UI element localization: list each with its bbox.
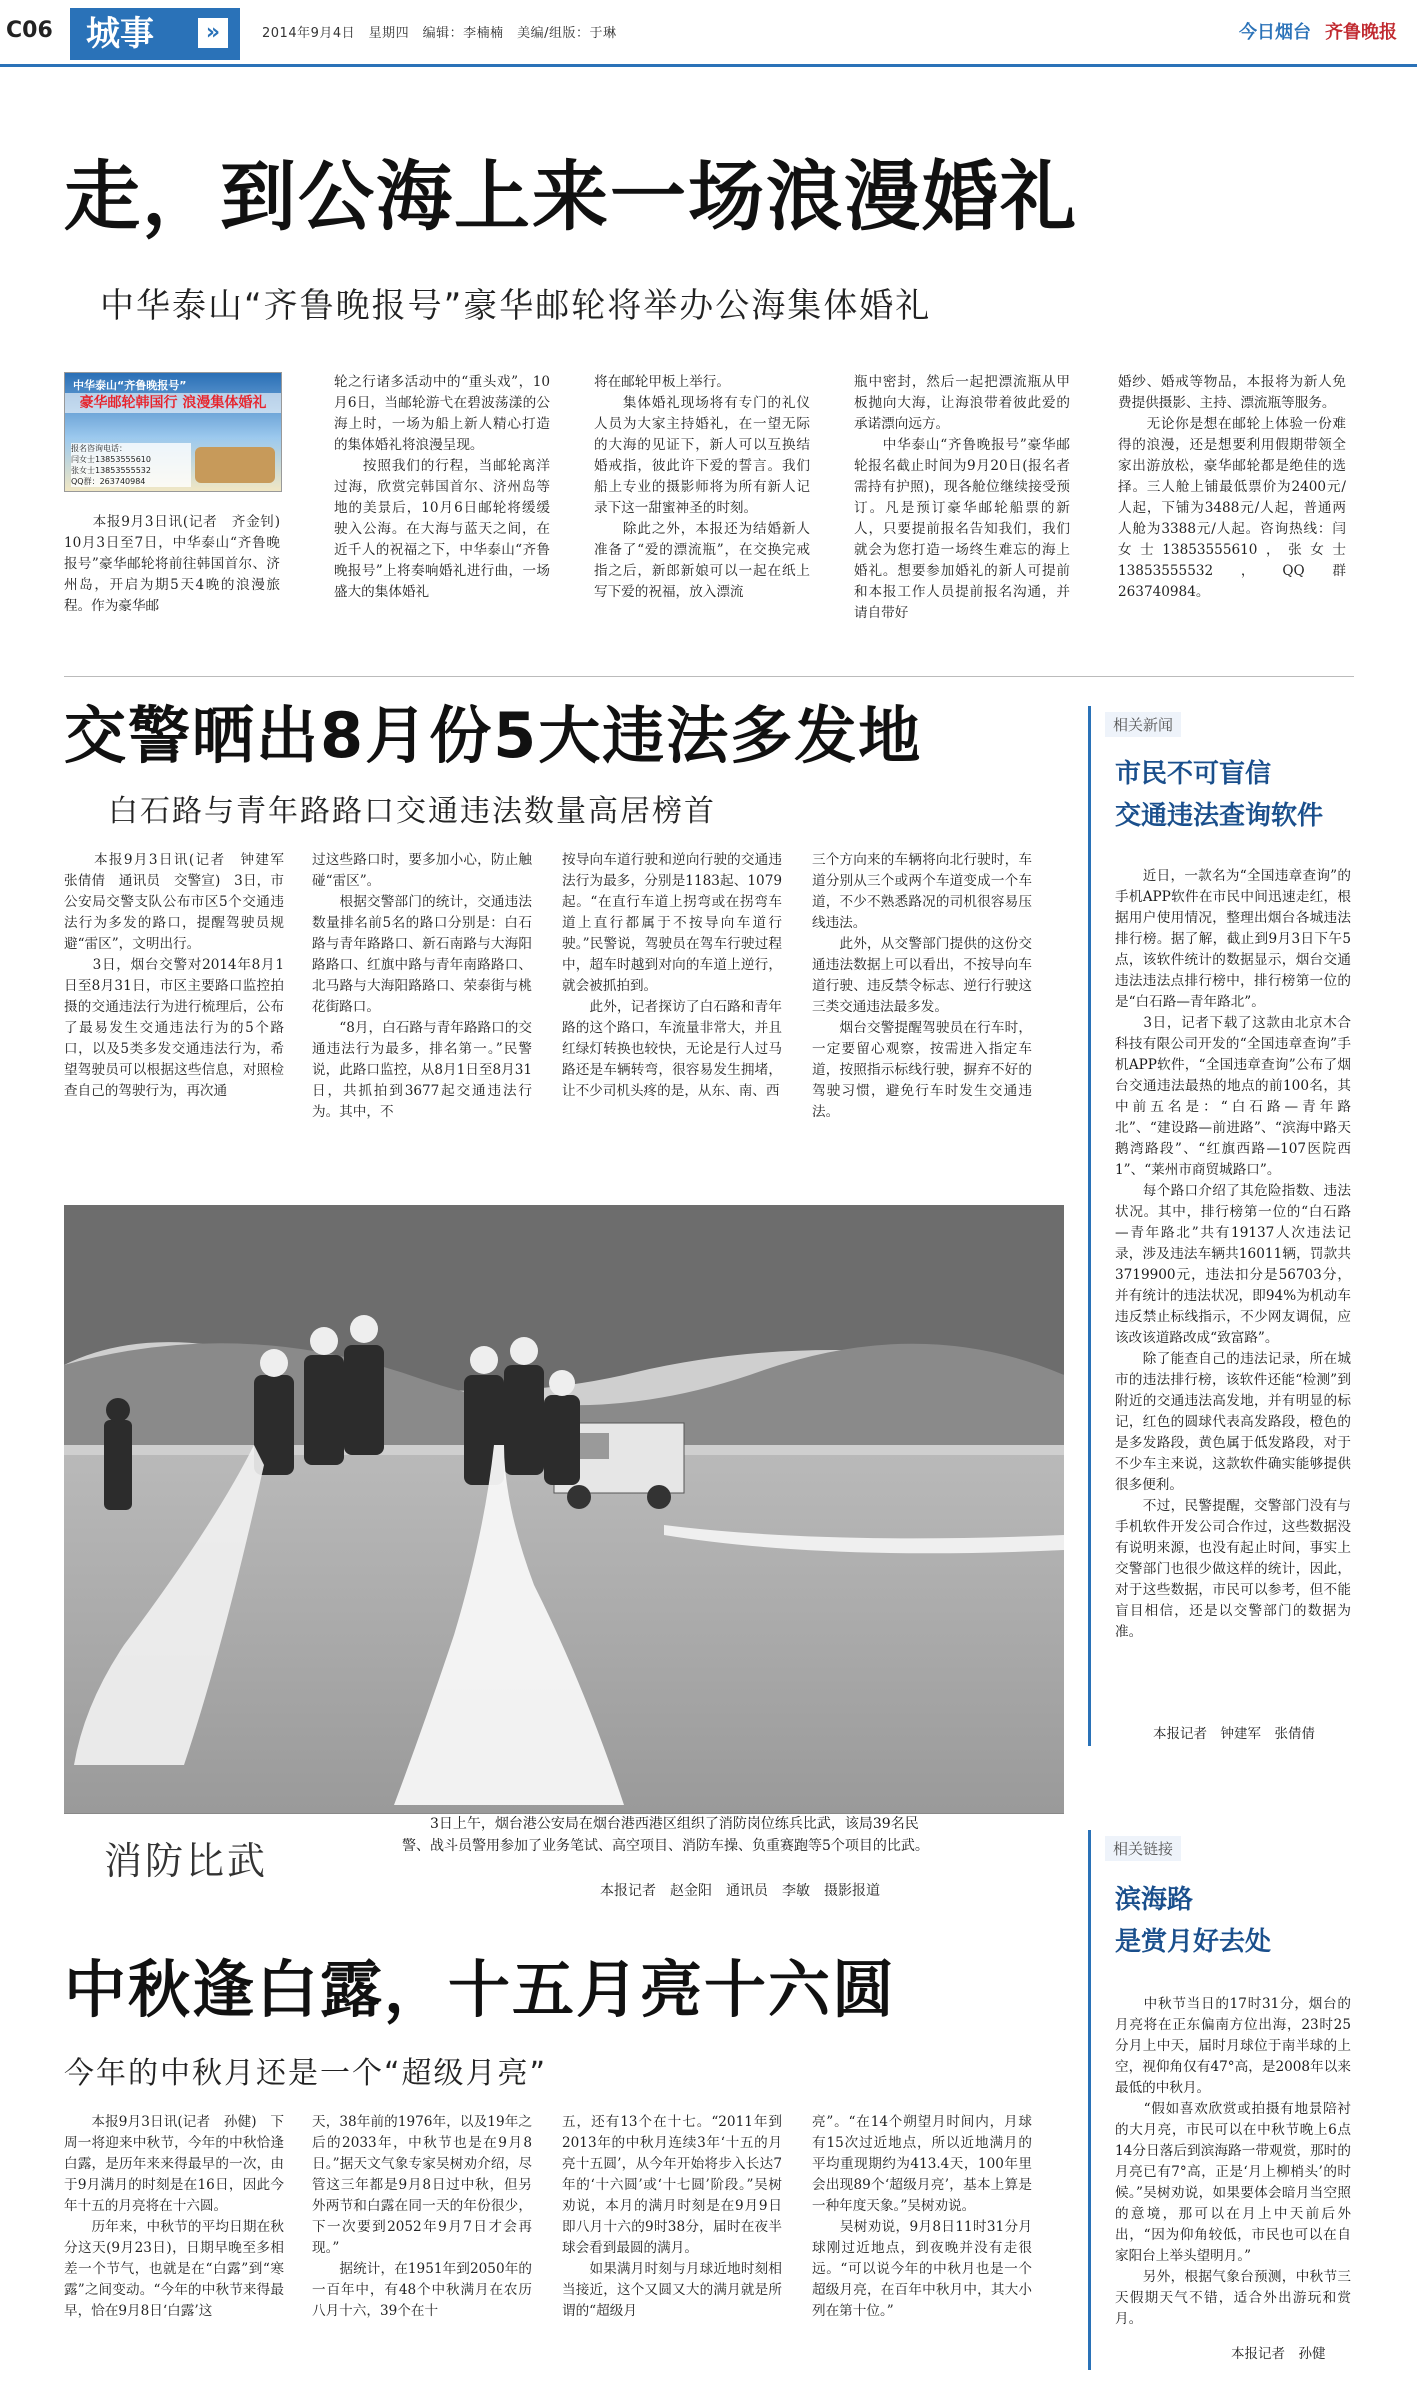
story2-col3: 按导向车道行驶和逆向行驶的交通违法行为最多，分别是1183起、1079起。“在直行车道上拐弯或在拐弯车道上直行都属于不按导向车道行驶。”民警说，驾驶员在驾车行驶过程中，超车时越到对向的车道上逆行，就会被抓拍到。 此外，记者探访了白石路和青年路的这个路口，车流量非常大，并且红绿灯转换也较快，无论是行人过马路还是车辆转弯，很容易发生拥堵，让不少司机头疼的是，从东、南、西: [562, 852, 782, 1099]
related-link-author: 本报记者 孙健: [1231, 2346, 1326, 2362]
ad-title: 中华泰山“齐鲁晚报号”: [73, 379, 187, 392]
story2-col2: 过这些路口时，要多加小心，防止触碰“雷区”。 根据交警部门的统计，交通违法数量排名前5名的路口分别是：白石路与青年路路口、新石南路与大海阳路路口、红旗中路与青年南路路口、北马路与大海阳路路口、荣泰街与桃花街路口。 “8月，白石路与青年路路口的交通违法行为最多，排名第一。”民警说，此路口监控，从8月1日至8月31日，共抓拍到3677起交通违法行为。其中，不: [312, 852, 532, 1120]
city-label: 今日烟台: [1239, 22, 1311, 43]
cruise-ad: [64, 372, 282, 492]
related-link-box: [1088, 1830, 1361, 2370]
story3-col1: 本报9月3日讯(记者 孙健) 下周一将迎来中秋节，今年的中秋恰逢白露，是历年来来得最早的一次，由于9月满月的时刻是在16日，因此今年十五的月亮将在十六圆。 历年来，中秋节的平均日期在秋分这天(9月23日)，日期早晚至多相差一个节气，也就是在“白露”到“寒露”之间变动。“今年的中秋节来得最早，恰在9月8日‘白露’这: [64, 2114, 284, 2319]
story2-col1: 本报9月3日讯(记者 钟建军 张倩倩 通讯员 交警宣) 3日，市公安局交警支队公布市区5个交通违法行为多发的路口，提醒驾驶员规避“雷区”，文明出行。 3日，烟台交警对2014年8月1日至8月31日，市区主要路口监控拍摄的交通违法行为进行梳理后，公布了最易发生交通违法行为的5个路口，以及5类多发交通违法行为，希望驾驶员可以根据这些信息，对照检查自己的驾驶行为，再次通: [64, 852, 284, 1099]
firefighting-photo: [64, 1205, 1064, 1813]
story1-subhead: 中华泰山“齐鲁晚报号”豪华邮轮将举办公海集体婚礼: [100, 286, 932, 326]
related-news-author: 本报记者 钟建军 张倩倩: [1153, 1726, 1315, 1742]
ad-contact: 报名咨询电话： 闫女士13853555610 张女士13853555532 QQ群：263740984: [71, 443, 191, 487]
related-news-box: [1088, 706, 1361, 1746]
related-link-title-line1: 滨海路: [1115, 1885, 1194, 1915]
story1-col2: 轮之行诸多活动中的“重头戏”，10月6日，当邮轮游弋在碧波荡漾的公海上时，一场为船上新人精心打造的集体婚礼将浪漫呈现。 按照我们的行程，当邮轮离洋过海，欣赏完韩国首尔、济州岛等地的美景后，10月6日邮轮将缓缓驶入公海。在大海与蓝天之间，在近千人的祝福之下，中华泰山“齐鲁晚报号”上将奏响婚礼进行曲，一场盛大的集体婚礼: [334, 374, 550, 600]
story2-subhead: 白石路与青年路路口交通违法数量高居榜首: [108, 794, 716, 829]
story1-col1: 本报9月3日讯(记者 齐金钊) 10月3日至7日，中华泰山“齐鲁晚报号”豪华邮轮将前往韩国首尔、济州岛，开启为期5天4晚的浪漫旅程。作为豪华邮: [64, 514, 294, 614]
story1-col5: 婚纱、婚戒等物品，本报将为新人免费提供摄影、主持、漂流瓶等服务。 无论你是想在邮轮上体验一份难得的浪漫，还是想要利用假期带领全家出游放松，豪华邮轮都是绝佳的选择。三人舱上铺最低票价为2400元/人起，下铺为3488元/人起，普通两人舱为3388元/人起。咨询热线：闫女士13853555610，张女士13853555532，QQ群263740984。: [1118, 374, 1346, 600]
story3-col2: 天，38年前的1976年，以及19年之后的2033年，中秋节也是在9月8日。”据天文气象专家吴树劝介绍，尽管这三年都是9月8日过中秋，但另外两节和白露在同一天的年份很少，下一次要到2052年9月7日才会再现。” 据统计，在1951年到2050年的一百年中，有48个中秋满月在农历八月十六，39个在十: [312, 2114, 532, 2319]
photo-caption: 3日上午，烟台港公安局在烟台港西港区组织了消防岗位练兵比武，该局39名民警、战斗员警用参加了业务笔试、高空项目、消防车操、负重赛跑等5个项目的比武。: [402, 1816, 929, 1854]
story3-subhead: 今年的中秋月还是一个“超级月亮”: [64, 2056, 548, 2091]
story3-headline: 中秋逢白露，十五月亮十六圆: [64, 1953, 897, 2026]
ad-banner: 豪华邮轮韩国行 浪漫集体婚礼: [65, 393, 281, 413]
photo-label: 消防比武: [104, 1839, 269, 1883]
related-news-title-line2: 交通违法查询软件: [1115, 801, 1324, 831]
story3-col3: 五，还有13个在十七。“2011年到2013年的中秋月连续3年‘十五的月亮十五圆’，从今年开始将步入长达7年的‘十六圆’或‘十七圆’阶段。”吴树劝说，本月的满月时刻是在9月9日即八月十六的9时38分，届时在夜半球会看到最圆的满月。 如果满月时刻与月球近地时刻相当接近，这个又圆又大的满月就是所谓的“超级月: [562, 2114, 782, 2319]
related-news-title-line1: 市民不可盲信: [1115, 759, 1272, 789]
related-link-title-line2: 是赏月好去处: [1115, 1927, 1272, 1957]
story1-headline: 走，到公海上来一场浪漫婚礼: [64, 152, 1078, 241]
paper-logo: 齐鲁晚报: [1325, 22, 1397, 43]
section-divider: [64, 676, 1354, 677]
double-chevron-icon: »: [198, 18, 228, 48]
story3-col4: 亮”。“在14个朔望月时间内，月球有15次过近地点，所以近地满月的平均重现期约为413.4天，100年里会出现89个‘超级月亮’，基本上算是一种年度天象。”吴树劝说。 吴树劝说，9月8日11时31分月球刚过近地点，到夜晚并没有走很远。“可以说今年的中秋月也是一个超级月亮，在百年中秋月中，其大小列在第十位。”: [812, 2114, 1032, 2319]
photo-credit: 本报记者 赵金阳 通讯员 李敏 摄影报道: [600, 1883, 880, 1899]
related-news-tag: 相关新闻: [1105, 712, 1181, 737]
related-link-body: 中秋节当日的17时31分，烟台的月亮将在正东偏南方位出海，23时25分月上中天，届时月球位于南半球的上空，视仰角仅有47°高，是2008年以来最低的中秋月。 “假如喜欢欣赏或拍摄有地景陪衬的大月亮，市民可以在中秋节晚上6点14分日落后到滨海路一带观赏，那时的月亮已有7°高，正是‘月上柳梢头’的时候。”吴树劝说，如果要体会暗月当空照的意境，那可以在月上中天前后外出，“因为仰角较低，市民也可以在自家阳台上举头望明月。” 另外，根据气象台预测，中秋节三天假期天气不错，适合外出游玩和赏月。: [1115, 1996, 1351, 2327]
firefighting-scene-image: [64, 1205, 1064, 1813]
related-news-body: 近日，一款名为“全国违章查询”的手机APP软件在市民中间迅速走红，根据用户使用情况，整理出烟台各城违法排行榜。据了解，截止到9月3日下午5点，该软件统计的数据显示，烟台交通违法违法点排行榜中，排行榜第一位的是“白石路—青年路北”。 3日，记者下载了这款由北京木合科技有限公司开发的“全国违章查询”手机APP软件，“全国违章查询”公布了烟台交通违法最热的地点的前100名，其中前五名是：“白石路—青年路北”、“建设路—前进路”、“滨海中路天鹅湾路段”、“红旗西路—107医院西1”、“莱州市商贸城路口”。 每个路口介绍了其危险指数、违法状况。其中，排行榜第一位的“白石路—青年路北”共有19137人次违法记录，涉及违法车辆共16011辆，罚款共3719900元，违法扣分是56703分，并有统计的违法状况，即94%为机动车违反禁止标线指示，不少网友调侃，应该改该道路改成“致富路”。 除了能查自己的违法记录，所在城市的违法排行榜，该软件还能“检测”到附近的交通违法高发地，并有明显的标记，红色的圆球代表高发路段，橙色的是多发路段，黄色属于低发路段，对于不少车主来说，这款软件确实能够提供很多便利。 不过，民警提醒，交警部门没有与手机软件开发公司合作过，这些数据没有说明来源，也没有起止时间，事实上交警部门也很少做这样的统计，因此，对于这些数据，市民可以参考，但不能盲目相信，还是以交警部门的数据为准。: [1115, 868, 1351, 1640]
story2-col4: 三个方向来的车辆将向北行驶时，车道分别从三个或两个车道变成一个车道，不少不熟悉路况的司机很容易压线违法。 此外，从交警部门提供的这份交通违法数据上可以看出，不按导向车道行驶、违反禁令标志、逆行行驶这三类交通违法最多发。 烟台交警提醒驾驶员在行车时，一定要留心观察，按需进入指定车道，按照指示标线行驶，摒弃不好的驾驶习惯，避免行车时发生交通违法。: [812, 852, 1032, 1120]
deck-chair-image: [195, 447, 275, 483]
section-tag: 城事: [70, 8, 240, 60]
paper-brand: [1239, 18, 1397, 44]
issue-line: 2014年9月4日 星期四 编辑：李楠楠 美编/组版：于琳: [262, 26, 617, 41]
story2-headline: 交警晒出8月份5大违法多发地: [64, 699, 923, 772]
story1-col4: 瓶中密封，然后一起把漂流瓶从甲板抛向大海，让海浪带着彼此爱的承诺漂向远方。 中华泰山“齐鲁晚报号”豪华邮轮报名截止时间为9月20日(报名者需持有护照)，现各舱位继续接受预订。凡是预订豪华邮轮船票的新人，只要提前报名告知我们，我们就会为您打造一场终生难忘的海上婚礼。想要参加婚礼的新人可提前和本报工作人员提前报名沟通，并请自带好: [854, 374, 1070, 621]
story1-col3: 将在邮轮甲板上举行。 集体婚礼现场将有专门的礼仪人员为大家主持婚礼，在一望无际的大海的见证下，新人可以互换结婚戒指，彼此许下爱的誓言。我们船上专业的摄影师将为所有新人记录下这一甜蜜神圣的时刻。 除此之外，本报还为结婚新人准备了“爱的漂流瓶”，在交换完戒指之后，新郎新娘可以一起在纸上写下爱的祝福，放入漂流: [594, 374, 810, 600]
page-number: C06: [6, 18, 53, 43]
related-link-tag: 相关链接: [1105, 1836, 1181, 1861]
